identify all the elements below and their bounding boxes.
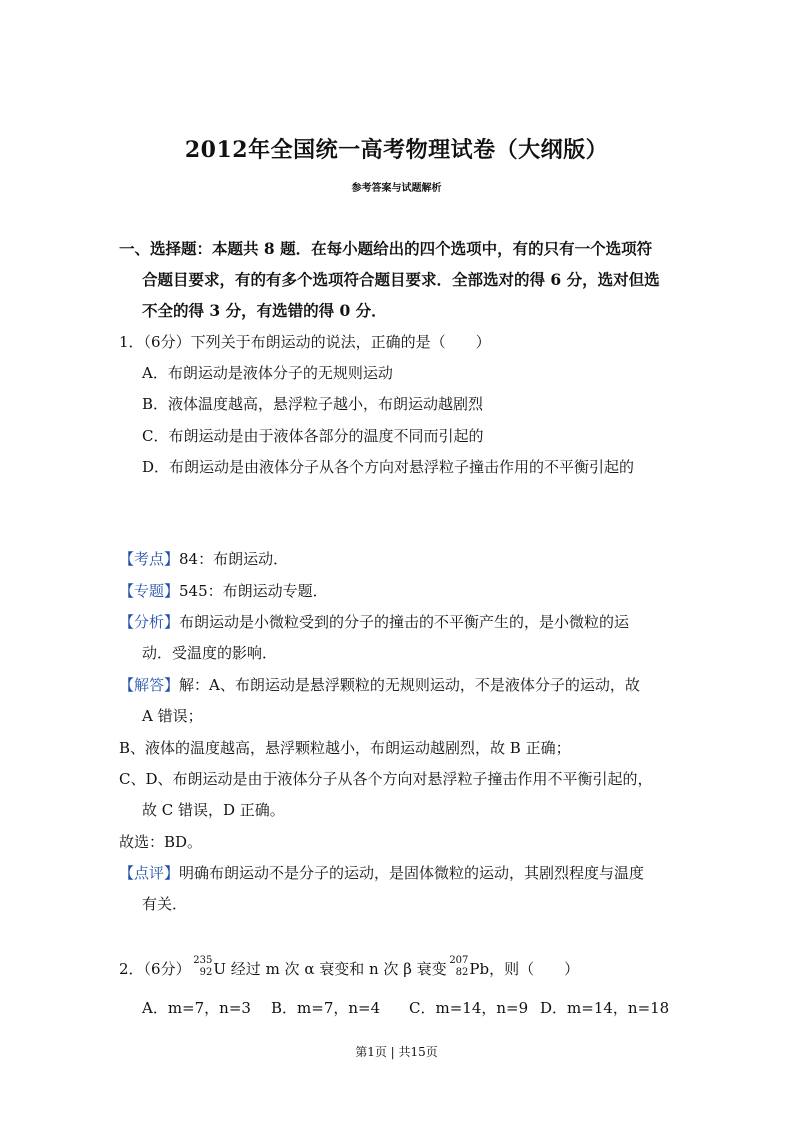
lead-mass-number: 207 [449, 955, 469, 966]
section-heading-line-3: 不全的得 3 分，有选错的得 0 分． [142, 301, 387, 320]
zhuanti-tag: 【专题】 [119, 582, 180, 600]
answer-choice-line: 故选：BD。 [119, 833, 203, 851]
uranium-mass-number: 235 [193, 955, 213, 966]
question-2-option-d: D．m=14，n=18 [540, 999, 670, 1017]
kaodian-tag: 【考点】 [119, 550, 180, 568]
question-2-suffix: ，则（ ） [489, 960, 580, 978]
kaodian-text: 84：布朗运动． [179, 550, 289, 568]
fenxi-tag: 【分析】 [119, 613, 180, 631]
question-1-option-d: D．布朗运动是由液体分子从各个方向对悬浮粒子撞击作用的不平衡引起的 [142, 458, 635, 476]
jieda-line-2: A 错误； [142, 707, 203, 725]
page-footer: 第1页 | 共15页 [355, 1045, 438, 1059]
dianping-text-1: 明确布朗运动不是分子的运动，是固体微粒的运动，其剧烈程度与温度 [179, 864, 645, 882]
jieda-line-3: B、液体的温度越高，悬浮颗粒越小，布朗运动越剧烈，故 B 正确； [119, 739, 571, 757]
question-2-stem [119, 955, 580, 980]
zhuanti-line [119, 580, 328, 601]
lead-nuclide-indices [449, 955, 469, 980]
section-heading-line-1: 一、选择题：本题共 8 题．在每小题给出的四个选项中，有的只有一个选项符 [119, 239, 653, 258]
question-2-option-b: B．m=7，n=4 [271, 999, 381, 1017]
question-2-option-a: A．m=7，n=3 [142, 999, 251, 1017]
section-heading-line-2: 合题目要求，有的有多个选项符合题目要求．全部选对的得 6 分，选对但选 [142, 270, 660, 289]
dianping-line-1 [119, 862, 644, 883]
page-title: 2012年全国统一高考物理试卷（大纲版） [184, 137, 609, 163]
fenxi-text-1: 布朗运动是小微粒受到的分子的撞击的不平衡产生的，是小微粒的运 [179, 613, 630, 631]
fenxi-line-2: 动．受温度的影响． [142, 644, 278, 662]
lead-atomic-number: 82 [455, 967, 469, 978]
jieda-text-1: 解：A、布朗运动是悬浮颗粒的无规则运动，不是液体分子的运动，故 [179, 676, 640, 694]
jieda-line-1 [119, 674, 640, 695]
dianping-tag: 【点评】 [119, 864, 180, 882]
question-2-option-c: C．m=14，n=9 [409, 999, 529, 1017]
uranium-atomic-number: 92 [199, 967, 213, 978]
question-1-option-a: A．布朗运动是液体分子的无规则运动 [142, 364, 393, 382]
question-1-option-c: C．布朗运动是由于液体各部分的温度不同而引起的 [142, 427, 484, 445]
lead-symbol: Pb [469, 960, 490, 978]
dianping-line-2: 有关． [142, 895, 188, 913]
uranium-symbol: U [213, 960, 227, 978]
jieda-line-4: C、D、布朗运动是由于液体分子从各个方向对悬浮粒子撞击作用不平衡引起的， [119, 770, 653, 788]
question-2-middle: 经过 m 次 α 衰变和 n 次 β 衰变 [226, 960, 452, 978]
jieda-line-5: 故 C 错误，D 正确。 [142, 801, 285, 819]
jieda-tag: 【解答】 [119, 676, 180, 694]
page-subtitle: 参考答案与试题解析 [351, 183, 442, 194]
uranium-nuclide-indices [193, 955, 213, 980]
fenxi-line-1 [119, 611, 629, 632]
kaodian-line [119, 548, 288, 569]
question-1-option-b: B．液体温度越高，悬浮粒子越小，布朗运动越剧烈 [142, 395, 484, 413]
zhuanti-text: 545：布朗运动专题． [179, 582, 328, 600]
question-2-prefix: 2．（6分） [119, 960, 191, 978]
question-1-stem: 1．（6分）下列关于布朗运动的说法，正确的是（ ） [119, 333, 491, 351]
